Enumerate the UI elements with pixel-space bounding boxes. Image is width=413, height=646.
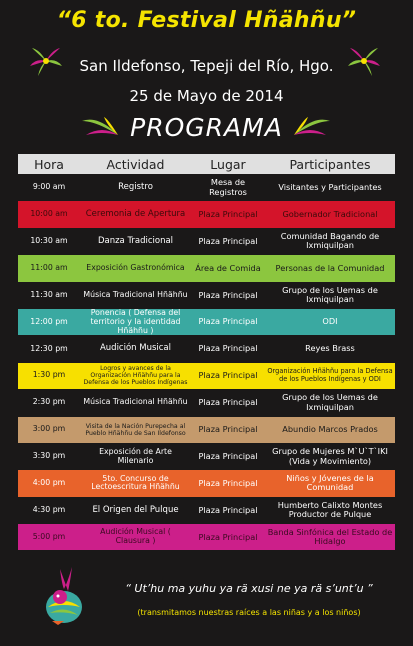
cell-lugar: Plaza Principal xyxy=(198,235,258,246)
cell-actividad: Exposición Gastronómica xyxy=(86,262,185,272)
cell-lugar: Plaza Principal xyxy=(198,397,258,408)
cell-participantes: Humberto Calixto Montes Productor de Pulque xyxy=(277,499,383,520)
table-row xyxy=(18,336,395,362)
festival-title: “6 to. Festival Hñähñu” xyxy=(56,8,357,33)
programa-heading: PROGRAMA xyxy=(130,113,283,142)
table-row xyxy=(18,255,395,281)
cell-participantes: Grupo de los Uemas de Ixmiquilpan xyxy=(282,392,378,412)
cell-participantes: Niños y Jóvenes de la Comunidad xyxy=(286,473,374,493)
cell-hora: 3:30 pm xyxy=(32,451,66,461)
cell-participantes: Organización Hñähñu para la Defensa de los Pueblos Indígenas y ODI xyxy=(267,367,393,383)
hnahnu-quote: “ Ut’hu ma yuhu ya rä xusi ne ya rä s’unt’u ” xyxy=(125,582,373,595)
cell-lugar: Plaza Principal xyxy=(198,450,258,461)
cell-hora: 11:30 am xyxy=(30,289,68,299)
ornament-icon-right xyxy=(290,115,334,139)
cell-lugar: Plaza Principal xyxy=(198,477,258,488)
table-row xyxy=(18,443,395,469)
cell-participantes: Abundio Marcos Prados xyxy=(282,424,378,434)
cell-hora: 4:00 pm xyxy=(32,478,66,488)
cell-actividad: Danza Tradicional xyxy=(97,235,174,246)
cell-participantes: Banda Sinfónica del Estado de Hidalgo xyxy=(267,526,393,547)
cell-actividad: El Origen del Pulque xyxy=(92,504,179,515)
table-row xyxy=(18,201,395,227)
table-header xyxy=(18,154,395,174)
location-text: San Ildefonso, Tepeji del Río, Hgo. xyxy=(79,57,334,75)
header-participantes: Participantes xyxy=(289,156,371,172)
cell-participantes: Grupo de Mujeres M`U`T`IKI (Vida y Movimiento) xyxy=(272,446,388,466)
cell-hora: 11:00 am xyxy=(30,262,68,272)
header-hora: Hora xyxy=(34,156,64,172)
cell-hora: 4:30 pm xyxy=(32,504,66,514)
table-row xyxy=(18,175,395,201)
cell-actividad: Ceremonia de Apertura xyxy=(85,208,186,219)
cell-participantes: Gobernador Tradicional xyxy=(282,208,378,219)
table-row xyxy=(18,228,395,254)
table-row xyxy=(18,417,395,443)
cell-lugar: Plaza Principal xyxy=(198,343,258,354)
table-row xyxy=(18,497,395,523)
cell-participantes: Reyes Brass xyxy=(305,343,355,354)
cell-lugar: Área de Comida xyxy=(195,262,261,273)
cell-lugar: Plaza Principal xyxy=(198,289,258,300)
cell-actividad: Exposición de Arte Milenario xyxy=(99,446,172,465)
table-row xyxy=(18,390,395,416)
cell-lugar: Plaza Principal xyxy=(198,208,258,219)
cell-participantes: ODI xyxy=(322,316,338,327)
program-table xyxy=(18,154,395,550)
header-lugar: Lugar xyxy=(210,156,246,172)
date-text: 25 de Mayo de 2014 xyxy=(129,87,284,105)
cell-actividad: Música Tradicional Hñähñu xyxy=(83,397,188,407)
table-row xyxy=(18,524,395,550)
quote-translation: (transmitamos nuestras raíces a las niñas y a los niños) xyxy=(137,608,361,617)
cell-actividad: Visita de la Nación Purepecha al Pueblo Hñähñu de San Ildefonso xyxy=(85,422,186,437)
cell-lugar: Plaza Principal xyxy=(198,316,258,327)
header-actividad: Actividad xyxy=(106,156,165,172)
cell-lugar: Plaza Principal xyxy=(198,370,258,381)
table-row xyxy=(18,282,395,308)
cell-hora: 10:30 am xyxy=(30,236,68,245)
cell-actividad: Ponencia ( Defensa del territorio y la identidad Hñähñu ) xyxy=(90,307,181,335)
cell-actividad: Registro xyxy=(118,181,153,192)
cell-lugar: Plaza Principal xyxy=(198,531,258,542)
cell-actividad: 5to. Concurso de Lectoescritura Hñähñu xyxy=(91,473,180,492)
cell-participantes: Comunidad Bagando de Ixmiquilpan xyxy=(280,231,380,251)
cell-participantes: Grupo de los Uemas de Ixmiquilpan xyxy=(282,284,378,305)
rabbit-icon xyxy=(38,565,88,627)
table-row xyxy=(18,470,395,496)
cell-hora: 3:00 pm xyxy=(32,424,66,434)
cell-lugar: Mesa de Registros xyxy=(209,177,247,197)
cell-hora: 9:00 am xyxy=(32,182,66,192)
cell-lugar: Plaza Principal xyxy=(198,424,258,434)
cell-participantes: Visitantes y Participantes xyxy=(278,181,382,192)
table-row xyxy=(18,309,395,335)
cell-hora: 12:00 pm xyxy=(30,316,68,326)
cell-hora: 5:00 pm xyxy=(32,531,66,541)
cell-hora: 2:30 pm xyxy=(32,397,66,407)
cell-actividad: Audición Musical xyxy=(99,343,172,354)
cell-actividad: Audición Musical ( Clausura ) xyxy=(100,527,171,546)
cell-lugar: Plaza Principal xyxy=(198,504,258,515)
cell-actividad: Música Tradicional Hñähñu xyxy=(83,289,188,299)
table-row xyxy=(18,363,395,389)
cell-hora: 12:30 pm xyxy=(30,343,68,353)
cell-hora: 1:30 pm xyxy=(32,370,66,380)
cell-actividad: Logros y avances de la Organización Hñähñu para la Defensa de los Pueblos Indígenas xyxy=(83,365,188,387)
cell-hora: 10:00 am xyxy=(30,209,68,219)
cell-participantes: Personas de la Comunidad xyxy=(275,262,385,273)
